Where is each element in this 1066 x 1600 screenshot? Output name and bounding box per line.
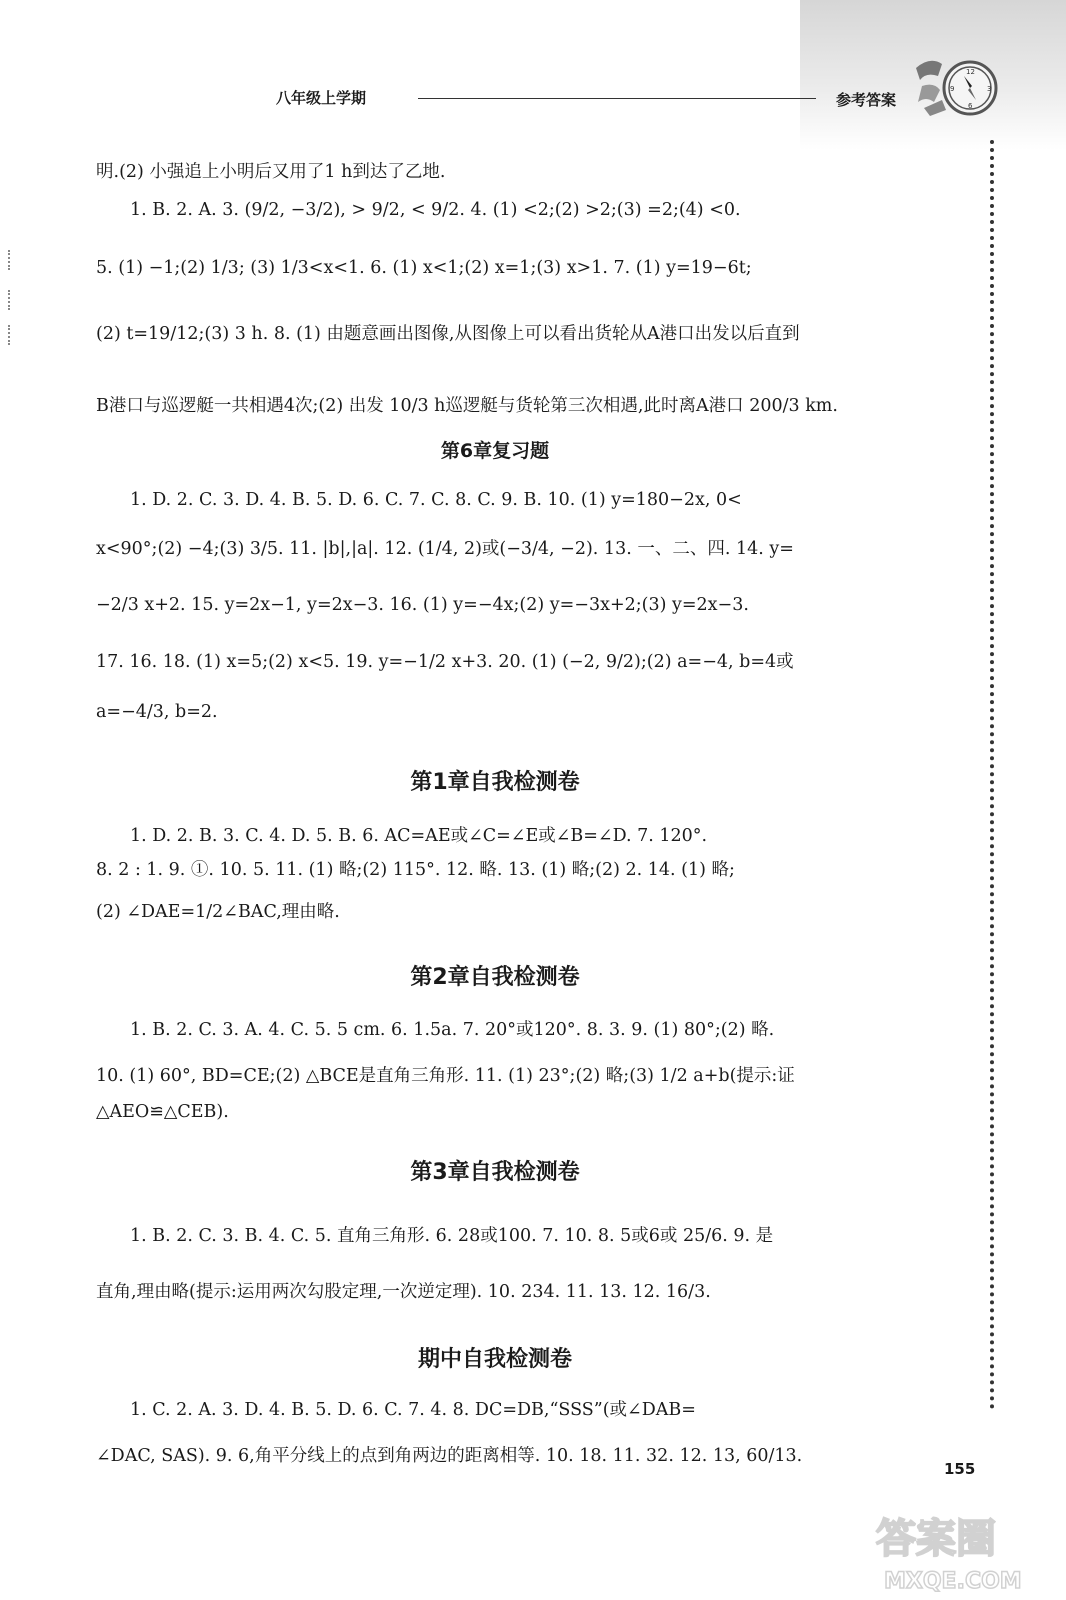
svg-text:9: 9 xyxy=(950,85,955,93)
answer-line: a=−4/3, b=2. xyxy=(96,702,218,722)
header-left-title: 八年级上学期 xyxy=(276,89,367,107)
answer-line: (2) ∠DAE=1/2∠BAC,理由略. xyxy=(96,902,340,922)
answer-line: 8. 2 : 1. 9. ①. 10. 5. 11. (1) 略;(2) 115°. 12. 略. 13. (1) 略;(2) 2. 14. (1) 略; xyxy=(96,860,735,880)
answer-line: 直角,理由略(提示:运用两次勾股定理,一次逆定理). 10. 234. 11. 13. 12. 16/3. xyxy=(96,1282,711,1302)
section-title: 第6章复习题 xyxy=(440,440,550,462)
dotted-margin-rule xyxy=(990,140,994,1410)
section-title: 第3章自我检测卷 xyxy=(410,1160,580,1185)
answer-line: △AEO≌△CEB). xyxy=(96,1102,229,1122)
answer-line: 明.(2) 小强追上小明后又用了1 h到达了乙地. xyxy=(96,162,446,182)
answer-line: 10. (1) 60°, BD=CE;(2) △BCE是直角三角形. 11. (1) 23°;(2) 略;(3) 1/2 a+b(提示:证 xyxy=(96,1066,795,1086)
watermark-logo xyxy=(856,1500,1056,1595)
answer-line: 5. (1) −1;(2) 1/3; (3) 1/3<x<1. 6. (1) x<1;(2) x=1;(3) x>1. 7. (1) y=19−6t; xyxy=(96,258,752,278)
answer-line: 17. 16. 18. (1) x=5;(2) x<5. 19. y=−1/2 x+3. 20. (1) (−2, 9/2);(2) a=−4, b=4或 xyxy=(96,652,794,672)
left-edge-mark xyxy=(8,250,11,270)
left-edge-mark xyxy=(8,290,11,310)
section-title: 期中自我检测卷 xyxy=(417,1347,572,1372)
svg-text:3: 3 xyxy=(987,85,992,93)
header-right-title: 参考答案 xyxy=(836,91,897,109)
section-title: 第1章自我检测卷 xyxy=(410,770,580,795)
watermark-text: 答案圈 xyxy=(876,1516,996,1562)
watermark-url: MXQE.COM xyxy=(884,1569,1022,1594)
answer-line: 1. D. 2. C. 3. D. 4. B. 5. D. 6. C. 7. C. 8. C. 9. B. 10. (1) y=180−2x, 0< xyxy=(130,490,742,510)
header-rule xyxy=(418,98,816,99)
answer-line: 1. B. 2. C. 3. B. 4. C. 5. 直角三角形. 6. 28或100. 7. 10. 8. 5或6或 25/6. 9. 是 xyxy=(130,1226,774,1246)
page-number: 155 xyxy=(944,1460,976,1478)
answer-line: 1. B. 2. A. 3. (9/2, −3/2), > 9/2, < 9/2. 4. (1) <2;(2) >2;(3) =2;(4) <0. xyxy=(130,200,741,220)
answer-line: ∠DAC, SAS). 9. 6,角平分线上的点到角两边的距离相等. 10. 18. 11. 32. 12. 13, 60/13. xyxy=(96,1446,803,1466)
answer-line: B港口与巡逻艇一共相遇4次;(2) 出发 10/3 h巡逻艇与货轮第三次相遇,此时离A港口 200/3 km. xyxy=(96,396,838,416)
section-title: 第2章自我检测卷 xyxy=(410,965,580,990)
answer-line: 1. D. 2. B. 3. C. 4. D. 5. B. 6. AC=AE或∠C=∠E或∠B=∠D. 7. 120°. xyxy=(130,826,708,846)
answer-line: x<90°;(2) −4;(3) 3/5. 11. |b|,|a|. 12. (1/4, 2)或(−3/4, −2). 13. 一、二、四. 14. y= xyxy=(96,539,794,559)
runner-compass-logo xyxy=(912,46,1032,136)
answer-line: −2/3 x+2. 15. y=2x−1, y=2x−3. 16. (1) y=−4x;(2) y=−3x+2;(3) y=2x−3. xyxy=(96,595,749,615)
svg-text:12: 12 xyxy=(966,68,975,76)
left-edge-mark xyxy=(8,325,11,345)
svg-text:6: 6 xyxy=(968,102,973,110)
answer-line: 1. B. 2. C. 3. A. 4. C. 5. 5 cm. 6. 1.5a. 7. 20°或120°. 8. 3. 9. (1) 80°;(2) 略. xyxy=(130,1020,775,1040)
answer-line: 1. C. 2. A. 3. D. 4. B. 5. D. 6. C. 7. 4. 8. DC=DB,“SSS”(或∠DAB= xyxy=(130,1400,696,1420)
answer-line: (2) t=19/12;(3) 3 h. 8. (1) 由题意画出图像,从图像上可以看出货轮从A港口出发以后直到 xyxy=(96,324,800,344)
